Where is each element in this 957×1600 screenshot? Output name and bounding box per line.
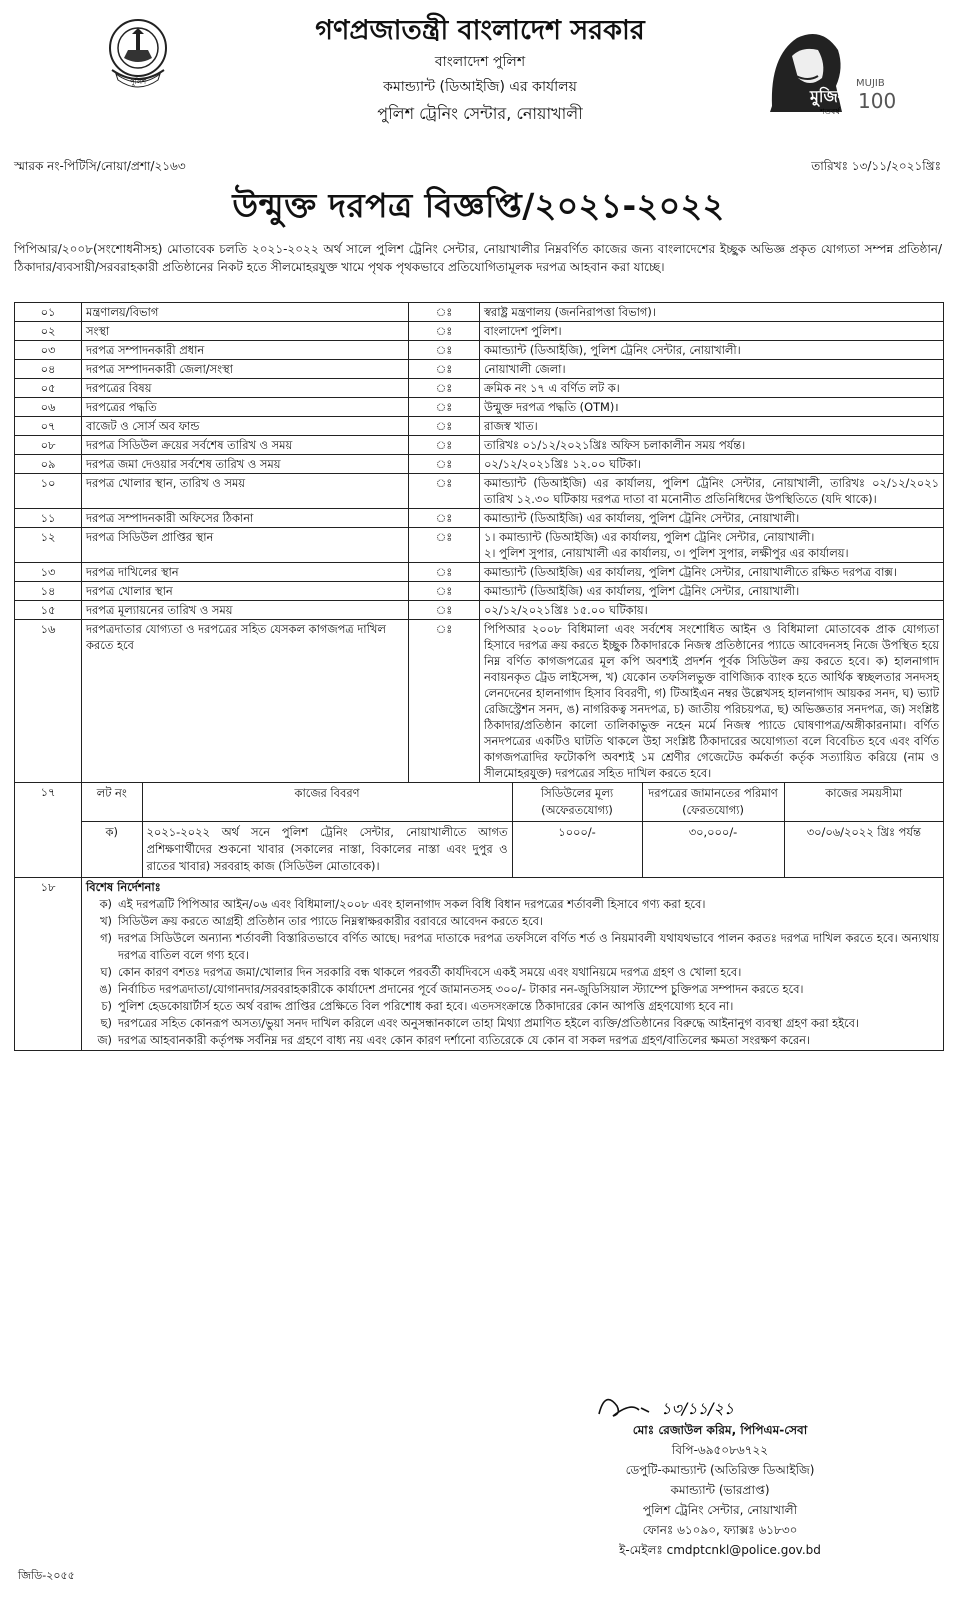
mujib-text: মুজিব (810, 87, 847, 106)
row-number: ০৭ (15, 417, 82, 436)
mujib-num: 100 (858, 89, 897, 113)
note-key: ক) (99, 897, 112, 911)
row-value-text: তারিখঃ ০১/১২/২০২১খ্রিঃ অফিস চলাকালীন সময় পর্যন্ত। (484, 438, 746, 452)
list-item (86, 1015, 939, 1032)
row-value (480, 509, 944, 528)
row-label: দরপত্র সম্পাদনকারী জেলা/সংস্থা (82, 360, 409, 379)
row-label: দরপত্রদাতার যোগ্যতা ও দরপত্রের সহিত যেসকল কাগজপত্র দাখিল করতে হবে (82, 620, 409, 783)
table-row (15, 474, 944, 509)
signatory-name: মোঃ রেজাউল করিম, পিপিএম-সেবা (632, 1423, 808, 1437)
office-name: কমান্ড্যান্ট (ডিআইজি) এর কার্যালয় (383, 79, 577, 95)
lot-col-header: লট নং (82, 783, 142, 822)
row-value (480, 398, 944, 417)
list-item (86, 913, 939, 930)
list-item (86, 964, 939, 981)
note-text: সিডিউল ক্রয় করতে আগ্রহী প্রতিষ্ঠান তার প্যাডে নিম্নস্বাক্ষরকারীর বরাবরে আবেদন করতে হবে। (118, 914, 544, 928)
intro-paragraph: পিপিআর/২০০৮(সংশোধনীসহ) মোতাবেক চলতি ২০২১-২০২২ অর্থ সালে পুলিশ ট্রেনিং সেন্টার, নোয়াখালীর নিম্নবর্ণিত কাজের জন্য বাংলাদেশের ইচ্ছুক অভিজ্ঞ প্রকৃত যোগ্যতা সম্পন্ন প্রতিষ্ঠান/ঠিকাদার/ব্যবসায়ী/সরবরাহকারী প্রতিষ্ঠানের নিকট হতে সীলমোহরযুক্ত খামে পৃথক পৃথকভাবে প্রতিযোগিতামূলক দরপত্র আহবান করা যাচ্ছে। (14, 242, 942, 274)
mujib-100-logo (752, 16, 902, 116)
lot-row (15, 783, 944, 878)
organization: বাংলাদেশ পুলিশ (434, 54, 526, 70)
row-value (480, 620, 944, 783)
list-item (86, 896, 939, 913)
signatory-bp: বিপি-৬৯৫০৮৬৭২২ (671, 1443, 769, 1457)
row-value (480, 341, 944, 360)
price-col-header: সিডিউলের মূল্য (অফেরতযোগ্য) (512, 783, 642, 822)
row-separator: ঃ (409, 379, 480, 398)
row-number: ০৩ (15, 341, 82, 360)
row-label: দরপত্র মূল্যায়নের তারিখ ও সময় (82, 601, 409, 620)
table-row (15, 436, 944, 455)
issue-date: তারিখঃ ১৩/১১/২০২১খ্রিঃ (811, 159, 941, 173)
row-separator: ঃ (409, 455, 480, 474)
row-value-text: কমান্ড্যান্ট (ডিআইজি), পুলিশ ট্রেনিং সেন্টার, নোয়াখালী। (484, 343, 741, 357)
table-row (15, 341, 944, 360)
list-item (86, 998, 939, 1015)
row-number: ০৯ (15, 455, 82, 474)
notes-row (15, 878, 944, 1051)
row-label: সংস্থা (82, 322, 409, 341)
row-value-text: উন্মুক্ত দরপত্র পদ্ধতি (OTM)। (484, 400, 619, 414)
table-row (15, 582, 944, 601)
list-item (86, 1032, 939, 1049)
row-number: ০৮ (15, 436, 82, 455)
row-number: ১২ (15, 528, 82, 563)
lot-table-cell (82, 783, 944, 878)
row-separator: ঃ (409, 509, 480, 528)
note-text: দরপত্রের সহিত কোনরূপ অসত্য/ভুয়া সনদ দাখিল করিলে এবং অনুসন্ধানকালে তাহা মিথ্যা প্রমাণিত হইলে ব্যক্তি/প্রতিষ্ঠানের বিরুদ্ধে আইনানুগ ব্যবস্থা গ্রহণ করা হইবে। (118, 1016, 860, 1030)
table-row (15, 303, 944, 322)
table-row (15, 509, 944, 528)
note-key: চ) (101, 999, 112, 1013)
row-value (480, 474, 944, 509)
row-label: দরপত্রের পদ্ধতি (82, 398, 409, 417)
row-value (480, 455, 944, 474)
schedule-price: ১০০০/- (512, 822, 642, 878)
signatory-designation: ডেপুটি-কমান্ড্যান্ট (অতিরিক্ত ডিআইজি) (625, 1463, 815, 1477)
row-number: ০৫ (15, 379, 82, 398)
row-number: ১৫ (15, 601, 82, 620)
row-value-text: পিপিআর ২০০৮ বিধিমালা এবং সর্বশেষ সংশোধিত আইন ও বিধিমালা মোতাবেক প্রাক যোগ্যতা হিসাবে দরপত্র ক্রয় করতে ইচ্ছুক ঠিকাদারকে নিজস্ব প্রতিষ্ঠানের প্যাডে আবেদনসহ নিজে উপস্থিত হয়ে নিম্ন বর্ণিত কাগজপত্রের মূল কপি অবশ্যই প্রদর্শন পূর্বক সিডিউল ক্রয় করতে হবে। ক) হালনাগাদ নবায়নকৃত ট্রেড লাইসেন্স, খ) যেকোন তফসিলভুক্ত বাণিজ্যিক ব্যাংক হতে আর্থিক স্বচ্ছলতার সনদসহ লেনদেনের হালনাগাদ হিসাব বিবরণী, গ) টিআইএন নম্বর উল্লেখসহ হালনাগাদ আয়কর সনদ, ঘ) ভ্যাট রেজিস্ট্রেশন সনদ, ঙ) নাগরিকত্ব সনদপত্র, চ) জাতীয় পরিচয়পত্র, ছ) অভিজ্ঞতার সনদপত্র, জ) সংশ্লিষ্ট ঠিকাদার/প্রতিষ্ঠান কালো তালিকাভুক্ত নহেন মর্মে নিজস্ব প্যাডে ঘোষণাপত্র/অঙ্গীকারনামা। বর্ণিত সনদপত্রের একটিও ঘাটতি থাকলে উহা সংশ্লিষ্ট ঠিকাদারের অযোগ্যতা বলে বিবেচিত হবে এবং বর্ণিত কাগজপত্রাদির ফটোকপি অবশ্যই ১ম শ্রেণীর গেজেটেড কর্মকর্তা কর্তৃক সত্যায়িত করিয়ে (নাম ও সীলমোহরযুক্ত) দরপত্রের সহিত দাখিল করতে হবে। (484, 622, 939, 780)
row-value-text: কমান্ড্যান্ট (ডিআইজি) এর কার্যালয়, পুলিশ ট্রেনিং সেন্টার, নোয়াখালী। (484, 584, 800, 598)
row-value (480, 563, 944, 582)
table-row (15, 417, 944, 436)
row-label: বাজেট ও সোর্স অব ফান্ড (82, 417, 409, 436)
row-number: ০৬ (15, 398, 82, 417)
table-row (15, 322, 944, 341)
row-label: দরপত্র খোলার স্থান (82, 582, 409, 601)
row-value-text: ১। কমান্ড্যান্ট (ডিআইজি) এর কার্যালয়, পুলিশ ট্রেনিং সেন্টার, নোয়াখালী। (484, 530, 815, 544)
row-label: দরপত্র সিডিউল ক্রয়ের সর্বশেষ তারিখ ও সময় (82, 436, 409, 455)
row-separator: ঃ (409, 474, 480, 509)
security-col-header: দরপত্রের জামানতের পরিমাণ (ফেরতযোগ্য) (642, 783, 784, 822)
row-separator: ঃ (409, 528, 480, 563)
row-number: ০১ (15, 303, 82, 322)
security-amount: ৩০,০০০/- (642, 822, 784, 878)
mujib-sub: শতবর্ষ (820, 107, 840, 116)
lot-header-row (82, 783, 943, 822)
row-value-text: বাংলাদেশ পুলিশ। (484, 324, 562, 338)
row-label: দরপত্র সিডিউল প্রাপ্তির স্থান (82, 528, 409, 563)
row-separator: ঃ (409, 436, 480, 455)
row-number: ১৭ (15, 783, 82, 878)
row-label: দরপত্র সম্পাদনকারী অফিসের ঠিকানা (82, 509, 409, 528)
signatory-place: পুলিশ ট্রেনিং সেন্টার, নোয়াখালী (642, 1503, 798, 1517)
row-number: ১৮ (15, 878, 82, 1051)
lot-id: ক) (82, 822, 142, 878)
row-label: দরপত্র দাখিলের স্থান (82, 563, 409, 582)
note-text: নির্বাচিত দরপত্রদাতা/যোগানদার/সরবরাহকারীকে কার্যাদেশ প্রদানের পূর্বে জামানতসহ ৩০০/- টাকার নন-জুডিসিয়াল স্ট্যাম্পে চুক্তিপত্র সম্পাদন করতে হবে। (118, 982, 804, 996)
signatory-phone: ফোনঃ ৬১০৯০, ফ্যাক্সঃ ৬১৮৩০ (642, 1523, 798, 1537)
row-label: দরপত্র জমা দেওয়ার সর্বশেষ তারিখ ও সময় (82, 455, 409, 474)
footer-code: জিডি-২০৫৫ (18, 1569, 75, 1582)
notes-list (86, 896, 939, 1049)
special-notes-cell (82, 878, 944, 1051)
row-value (480, 303, 944, 322)
row-value (480, 360, 944, 379)
row-value-text: কমান্ড্যান্ট (ডিআইজি) এর কার্যালয়, পুলিশ ট্রেনিং সেন্টার, নোয়াখালী। (484, 511, 800, 525)
row-value (480, 528, 944, 563)
desc-col-header: কাজের বিবরণ (142, 783, 512, 822)
row-separator: ঃ (409, 563, 480, 582)
note-key: জ) (97, 1033, 112, 1047)
row-label: দরপত্র খোলার স্থান, তারিখ ও সময় (82, 474, 409, 509)
row-value-text: কমান্ড্যান্ট (ডিআইজি) এর কার্যালয়, পুলিশ ট্রেনিং সেন্টার, নোয়াখালীতে রক্ষিত দরপত্র বাক্স। (484, 565, 897, 579)
signatory-block (570, 1420, 870, 1560)
row-value (480, 582, 944, 601)
row-value (480, 322, 944, 341)
row-number: ১৬ (15, 620, 82, 783)
table-row (15, 379, 944, 398)
row-separator: ঃ (409, 360, 480, 379)
page-title: উন্মুক্ত দরপত্র বিজ্ঞপ্তি/২০২১-২০২২ (232, 186, 725, 225)
note-text: কোন কারণ বশতঃ দরপত্র জমা/খোলার দিন সরকারি বন্ধ থাকলে পরবর্তী কার্যদিবসে একই সময়ে এবং যথানিয়মে দরপত্র গ্রহণ ও খোলা হবে। (118, 965, 742, 979)
row-value-text: কমান্ড্যান্ট (ডিআইজি) এর কার্যালয়, পুলিশ ট্রেনিং সেন্টার, নোয়াখালী, তারিখঃ ০২/১২/২০২১ তারিখ ১২.৩০ ঘটিকায় দরপত্র দাতা বা মনোনীত প্রতিনিধিদের উপস্থিতিতে (যদি থাকে)। (484, 476, 939, 506)
table-row (15, 601, 944, 620)
row-label: দরপত্র সম্পাদনকারী প্রধান (82, 341, 409, 360)
letterhead (10, 8, 947, 158)
signature-date: ১৩/১১/২১ (661, 1399, 735, 1418)
row-value-text: রাজস্ব খাত। (484, 419, 538, 433)
table-row (15, 360, 944, 379)
note-key: খ) (100, 914, 112, 928)
row-separator: ঃ (409, 601, 480, 620)
row-value-text: নোয়াখালী জেলা। (484, 362, 566, 376)
table-row (15, 398, 944, 417)
memo-number: স্মারক নং-পিটিসি/নোয়া/প্রশা/২১৬৩ (14, 159, 186, 173)
mujib-en: MUJIB (856, 78, 885, 89)
row-separator: ঃ (409, 417, 480, 436)
row-value (480, 417, 944, 436)
table-row (15, 455, 944, 474)
table-row (15, 620, 944, 783)
row-separator: ঃ (409, 620, 480, 783)
signature-mark (591, 1384, 831, 1424)
note-key: ঙ) (99, 982, 112, 996)
deadline-col-header: কাজের সময়সীমা (784, 783, 943, 822)
lot-description: ২০২১-২০২২ অর্থ সনে পুলিশ ট্রেনিং সেন্টার, নোয়াখালীতে আগত প্রশিক্ষণার্থীদের শুকনো খাবার (সকালের নাস্তা, বিকালের নাস্তা এবং দুপুর ও রাতের খাবার) সরবরাহ কাজ (সিডিউল মোতাবেক)। (142, 822, 512, 878)
list-item (86, 930, 939, 964)
center-name: পুলিশ ট্রেনিং সেন্টার, নোয়াখালী (377, 104, 583, 123)
row-separator: ঃ (409, 398, 480, 417)
row-separator: ঃ (409, 341, 480, 360)
signatory-role: কমান্ড্যান্ট (ভারপ্রাপ্ত) (670, 1483, 770, 1497)
note-text: দরপত্র সিডিউলে অন্যান্য শর্তাবলী বিস্তারিতভাবে বর্ণিত আছে। দরপত্র দাতাকে দরপত্র তফসিলে বর্ণিত শর্ত ও নিয়মাবলী যথাযথভাবে পালন করতঃ দরপত্র দাখিল করতে হবে। অন্যথায় দরপত্র বাতিল বলে গণ্য হবে। (118, 931, 939, 962)
tender-details-table (14, 302, 944, 1051)
row-separator: ঃ (409, 322, 480, 341)
table-row (15, 563, 944, 582)
row-number: ১৪ (15, 582, 82, 601)
list-item (86, 981, 939, 998)
row-separator: ঃ (409, 303, 480, 322)
row-label: মন্ত্রণালয়/বিভাগ (82, 303, 409, 322)
table-row (15, 528, 944, 563)
row-value-text: ০২/১২/২০২১খ্রিঃ ১৫.০০ ঘটিকায়। (484, 603, 648, 617)
note-text: পুলিশ হেডকোয়ার্টার্স হতে অর্থ বরাদ্দ প্রাপ্তির প্রেক্ষিতে বিল পরিশোধ করা হবে। এতদসংক্রান্তে ঠিকাদারের কোন আপত্তি গ্রহণযোগ্য হবে না। (118, 999, 734, 1013)
row-number: ১১ (15, 509, 82, 528)
tender-notice-page (10, 8, 947, 1592)
row-value-text: ০২/১২/২০২১খ্রিঃ ১২.০০ ঘটিকা। (484, 457, 642, 471)
row-value (480, 379, 944, 398)
note-text: এই দরপত্রটি পিপিআর আইন/০৬ এবং বিধিমালা/২০০৮ এবং হালনাগাদ সকল বিধি বিধান দরপত্রের শর্তাবলী হিসাবে গণ্য করা হবে। (118, 897, 706, 911)
signatory-email[interactable]: ই-মেইলঃ cmdptcnkl@police.gov.bd (619, 1543, 821, 1557)
row-value-text: স্বরাষ্ট্র মন্ত্রণালয় (জননিরাপত্তা বিভাগ)। (484, 305, 656, 319)
note-text: দরপত্র আহবানকারী কর্তৃপক্ষ সর্বনিম্ন দর গ্রহণে বাধ্য নয় এবং কোন কারণ দর্শানো ব্যতিরেকে যে কোন বা সকল দরপত্র গ্রহণ/বাতিলের ক্ষমতা সংরক্ষণ করেন। (118, 1033, 810, 1047)
row-number: ০২ (15, 322, 82, 341)
row-number: ১০ (15, 474, 82, 509)
emblem-label: পুলিশ (129, 78, 147, 86)
note-key: ছ) (100, 1016, 112, 1030)
notes-title: বিশেষ নির্দেশনাঃ (86, 880, 161, 894)
row-value-text: ক্রমিক নং ১৭ এ বর্ণিত লট ক। (484, 381, 620, 395)
lot-table (82, 783, 943, 877)
row-number: ১৩ (15, 563, 82, 582)
note-key: গ) (100, 931, 112, 945)
note-key: ঘ) (100, 965, 112, 979)
row-value (480, 436, 944, 455)
row-separator: ঃ (409, 582, 480, 601)
government-title: গণপ্রজাতন্ত্রী বাংলাদেশ সরকার (315, 15, 645, 46)
row-number: ০৪ (15, 360, 82, 379)
row-value (480, 601, 944, 620)
row-label: দরপত্রের বিষয় (82, 379, 409, 398)
work-deadline: ৩০/০৬/২০২২ খ্রিঃ পর্যন্ত (784, 822, 943, 878)
row-value-text-2: ২। পুলিশ সুপার, নোয়াখালী এর কার্যালয়, ৩। পুলিশ সুপার, লক্ষীপুর এর কার্যালয়। (484, 546, 849, 560)
lot-data-row (82, 822, 943, 878)
